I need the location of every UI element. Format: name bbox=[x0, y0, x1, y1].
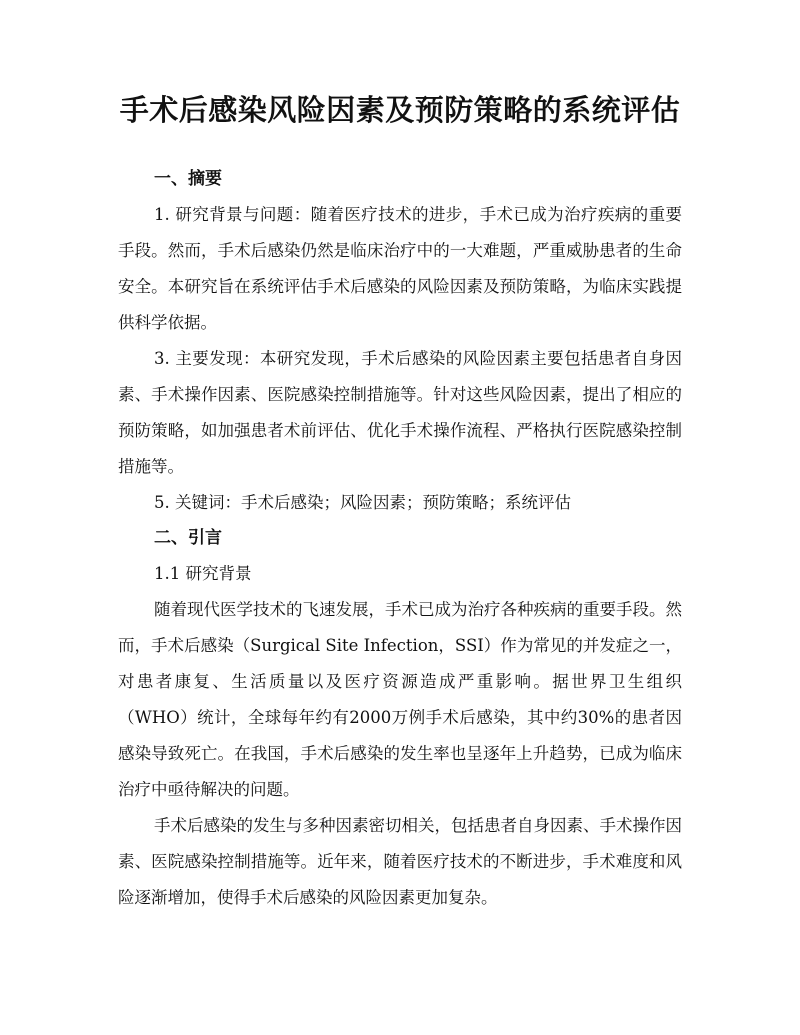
abstract-keywords: 5. 关键词：手术后感染；风险因素；预防策略；系统评估 bbox=[154, 493, 571, 512]
intro-paragraph-1: 随着现代医学技术的飞速发展，手术已成为治疗各种疾病的重要手段。然而，手术后感染（Surgical Site Infection，SSI）作为常见的并发症之一，对患者康复、生活质量以及医疗资源造成严重影响。据世界卫生组织（WHO）统计，全球每年约有2000万例手术后感染，其中约30%的患者因感染导致死亡。在我国，手术后感染的发生率也呈逐年上升趋势，已成为临床治疗中亟待解决的问题。 bbox=[118, 600, 682, 799]
abstract-paragraph-3: 3. 主要发现：本研究发现，手术后感染的风险因素主要包括患者自身因素、手术操作因素、医院感染控制措施等。针对这些风险因素，提出了相应的预防策略，如加强患者术前评估、优化手术操作流程、严格执行医院感染控制措施等。 bbox=[118, 349, 682, 476]
document-title: 手术后感染风险因素及预防策略的系统评估 bbox=[119, 93, 681, 127]
intro-heading: 二、引言 bbox=[154, 528, 222, 548]
abstract-heading: 一、摘要 bbox=[154, 169, 222, 189]
intro-subheading-background: 1.1 研究背景 bbox=[154, 564, 252, 583]
abstract-paragraph-1: 1. 研究背景与问题：随着医疗技术的进步，手术已成为治疗疾病的重要手段。然而，手术后感染仍然是临床治疗中的一大难题，严重威胁患者的生命安全。本研究旨在系统评估手术后感染的风险因素及预防策略，为临床实践提供科学依据。 bbox=[118, 205, 682, 332]
intro-paragraph-2: 手术后感染的发生与多种因素密切相关，包括患者自身因素、手术操作因素、医院感染控制措施等。近年来，随着医疗技术的不断进步，手术难度和风险逐渐增加，使得手术后感染的风险因素更加复杂。 bbox=[118, 816, 682, 907]
